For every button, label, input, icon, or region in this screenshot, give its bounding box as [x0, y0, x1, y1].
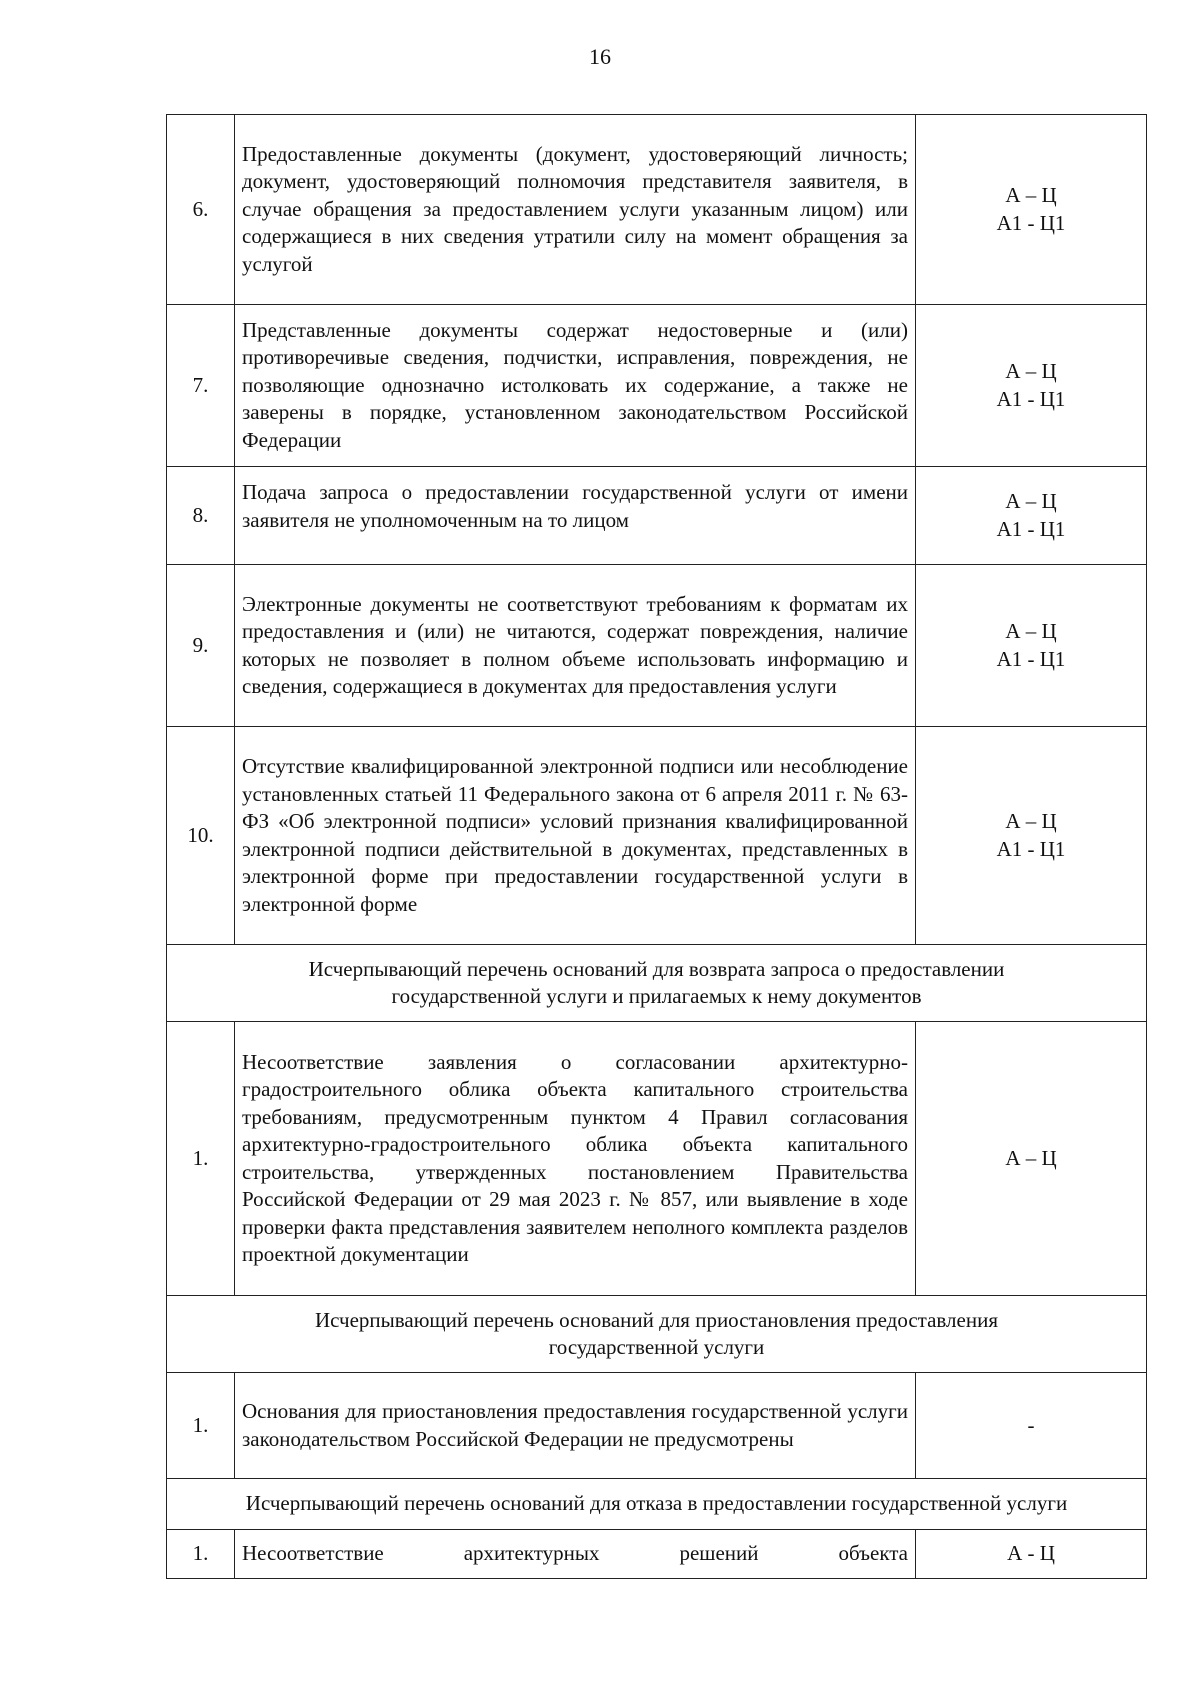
section-header-row	[167, 1296, 1147, 1373]
row-number: 1.	[167, 1022, 235, 1296]
row-number: 6.	[167, 115, 235, 305]
section-header-row	[167, 945, 1147, 1022]
row-text: Электронные документы не соответствуют требованиям к форматам их предоставления и (или) не читаются, содержат повреждения, наличие которых не позволяет в полном объеме использовать информацию и сведения, содержащиеся в документах для предоставления услуги	[235, 565, 916, 727]
section-heading-line: Исчерпывающий перечень оснований для отказа в предоставлении государственной услуги	[245, 1491, 1068, 1516]
code-primary: -	[1027, 1412, 1035, 1437]
section-heading-suspend	[167, 1296, 1147, 1373]
row-number: 1.	[167, 1373, 235, 1479]
row-text: Подача запроса о предоставлении государственной услуги от имени заявителя не уполномоченным на то лицом	[235, 467, 916, 565]
code-primary: А – Ц	[1005, 619, 1057, 643]
section-heading-line: Исчерпывающий перечень оснований для приостановления предоставления	[314, 1307, 998, 1332]
code-secondary: А1 - Ц1	[996, 516, 1066, 541]
row-text: Основания для приостановления предоставления государственной услуги законодательством Российской Федерации не предусмотрены	[235, 1373, 916, 1479]
code-secondary: А1 - Ц1	[996, 836, 1066, 861]
row-number: 8.	[167, 467, 235, 565]
row-code	[916, 467, 1147, 565]
section-heading-line: государственной услуги и прилагаемых к нему документов	[391, 984, 922, 1008]
table-row	[167, 115, 1147, 305]
code-primary: А – Ц	[1005, 359, 1057, 383]
table-row	[167, 1530, 1147, 1579]
table-row	[167, 727, 1147, 945]
code-primary: А – Ц	[1005, 1145, 1057, 1170]
row-number: 10.	[167, 727, 235, 945]
row-code	[916, 565, 1147, 727]
row-text: Отсутствие квалифицированной электронной подписи или несоблюдение установленных статьей 11 Федерального закона от 6 апреля 2011 г. № 63-ФЗ «Об электронной подписи» условий признания квалифицированной электронной подписи действительной в документах, представленных в электронной форме при предоставлении государственной услуги в электронной форме	[235, 727, 916, 945]
section-heading-refuse	[167, 1479, 1147, 1530]
code-primary: А - Ц	[1007, 1541, 1055, 1566]
code-primary: А – Ц	[1005, 183, 1057, 207]
row-text: Несоответствие заявления о согласовании архитектурно-градостроительного облика объекта капитального строительства требованиям, предусмотренным пунктом 4 Правил согласования архитектурно-градостроительного облика объекта капитального строительства, утвержденных постановлением Правительства Российской Федерации от 29 мая 2023 г. № 857, или выявление в ходе проверки факта представления заявителем неполного комплекта разделов проектной документации	[235, 1022, 916, 1296]
code-primary: А – Ц	[1005, 489, 1057, 513]
code-secondary: А1 - Ц1	[996, 210, 1066, 235]
code-primary: А – Ц	[1005, 809, 1057, 833]
row-text: Представленные документы содержат недостоверные и (или) противоречивые сведения, подчистки, исправления, повреждения, не позволяющие однозначно истолковать их содержание, а также не заверены в порядке, установленном законодательством Российской Федерации	[235, 305, 916, 467]
section-heading-return	[167, 945, 1147, 1022]
row-code	[916, 305, 1147, 467]
section-heading-line: государственной услуги	[548, 1335, 765, 1359]
table-row	[167, 305, 1147, 467]
row-code	[916, 1022, 1147, 1296]
grounds-table	[166, 114, 1147, 1579]
row-number: 9.	[167, 565, 235, 727]
table-row	[167, 1373, 1147, 1479]
page-number: 16	[589, 44, 611, 69]
row-text: Предоставленные документы (документ, удостоверяющий личность; документ, удостоверяющий полномочия представителя заявителя, в случае обращения за предоставлением услуги указанным лицом) или содержащиеся в них сведения утратили силу на момент обращения за услугой	[235, 115, 916, 305]
section-header-row	[167, 1479, 1147, 1530]
code-secondary: А1 - Ц1	[996, 646, 1066, 671]
section-heading-line: Исчерпывающий перечень оснований для возврата запроса о предоставлении	[308, 956, 1005, 981]
table-row	[167, 565, 1147, 727]
row-code	[916, 115, 1147, 305]
code-secondary: А1 - Ц1	[996, 386, 1066, 411]
row-number: 1.	[167, 1530, 235, 1579]
row-text: Несоответствие архитектурных решений объекта	[235, 1530, 916, 1579]
row-code	[916, 1373, 1147, 1479]
table-row	[167, 1022, 1147, 1296]
row-code	[916, 727, 1147, 945]
table-row	[167, 467, 1147, 565]
row-number: 7.	[167, 305, 235, 467]
row-code	[916, 1530, 1147, 1579]
